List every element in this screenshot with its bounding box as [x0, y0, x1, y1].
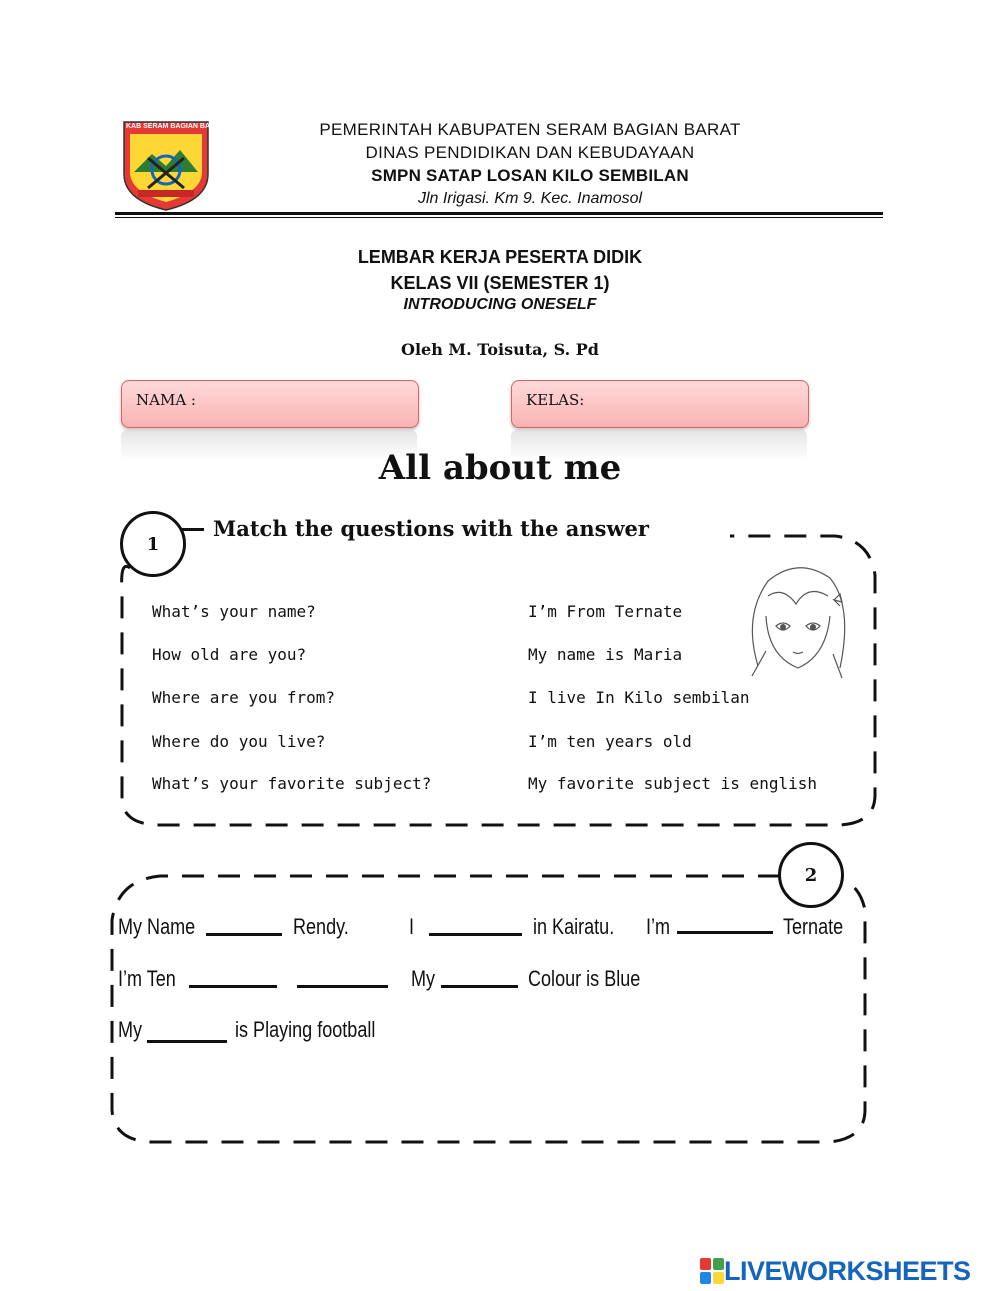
sentence-text: I [409, 914, 415, 939]
worksheet-title: LEMBAR KERJA PESERTA DIDIK [357, 247, 643, 267]
section1-title: Match the questions with the answer [213, 516, 649, 541]
header-school: SMPN SATAP LOSAN KILO SEMBILAN [371, 166, 689, 185]
sentence-text: My [411, 966, 436, 991]
section2-number-badge: 2 [778, 842, 844, 908]
class-label: KELAS: [526, 391, 585, 409]
brand-name: LIVEWORKSHEETS [724, 1255, 971, 1286]
answer-item[interactable]: My favorite subject is english [528, 774, 817, 793]
answer-item[interactable]: I live In Kilo sembilan [528, 688, 750, 707]
section2-frame [100, 860, 880, 1160]
sentence-text: is Playing football [235, 1017, 376, 1042]
question-item[interactable]: What’s your name? [152, 602, 316, 621]
sentence-text: I’m [646, 914, 671, 939]
question-item[interactable]: Where do you live? [152, 732, 326, 751]
header-divider-thin [115, 217, 883, 218]
logo-text: KAB SERAM BAGIAN BARAT [126, 123, 224, 130]
answer-item[interactable]: I’m ten years old [528, 732, 692, 751]
fill-blank[interactable] [429, 933, 522, 936]
liveworksheets-brand[interactable] [700, 1256, 971, 1286]
sentence-text: I’m Ten [118, 966, 176, 991]
worksheet-author: Oleh M. Toisuta, S. Pd [401, 340, 599, 359]
class-field[interactable] [511, 380, 809, 428]
header-government: PEMERINTAH KABUPATEN SERAM BAGIAN BARAT [319, 120, 741, 139]
header-divider [115, 212, 883, 215]
sentence-text: My [118, 1017, 143, 1042]
question-item[interactable]: What’s your favorite subject? [152, 774, 432, 793]
school-logo [120, 118, 224, 212]
fill-blank[interactable] [677, 931, 773, 934]
title-connector [182, 528, 204, 531]
header-address: Jln Irigasi. Km 9. Kec. Inamosol [417, 190, 643, 207]
answer-item[interactable]: My name is Maria [528, 645, 683, 664]
fill-blank[interactable] [441, 985, 518, 988]
question-item[interactable]: How old are you? [152, 645, 307, 664]
fill-blank[interactable] [297, 985, 388, 988]
sentence-text: Ternate [783, 914, 844, 939]
sentence-text: Rendy. [293, 914, 349, 939]
main-title: All about me [378, 448, 622, 488]
section1-number-badge: 1 [120, 511, 186, 577]
question-item[interactable]: Where are you from? [152, 688, 336, 707]
brand-logo-icon [700, 1258, 724, 1284]
fill-blank[interactable] [206, 933, 282, 936]
fill-blank[interactable] [147, 1040, 227, 1043]
girl-illustration [738, 556, 856, 686]
name-label: NAMA : [136, 391, 196, 409]
worksheet-class: KELAS VII (SEMESTER 1) [390, 273, 610, 293]
name-field[interactable] [121, 380, 419, 428]
fill-blank[interactable] [189, 985, 277, 988]
sentence-text: My Name [118, 914, 196, 939]
sentence-text: Colour is Blue [528, 966, 641, 991]
worksheet-topic: INTRODUCING ONESELF [403, 296, 597, 313]
header-department: DINAS PENDIDIKAN DAN KEBUDAYAAN [365, 143, 695, 162]
sentence-text: in Kairatu. [533, 914, 615, 939]
answer-item[interactable]: I’m From Ternate [528, 602, 683, 621]
